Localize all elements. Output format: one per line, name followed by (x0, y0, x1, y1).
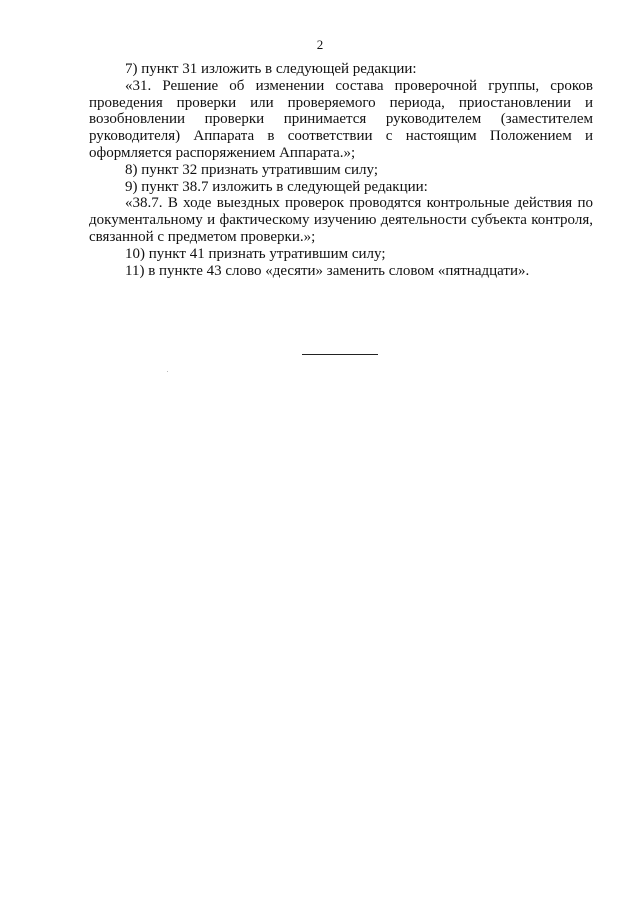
paragraph-item-8: 8) пункт 32 признать утратившим силу; (125, 161, 379, 178)
page-number: 2 (316, 37, 324, 52)
document-body (89, 61, 593, 279)
end-divider-line (302, 354, 378, 355)
paragraph-item-11: 11) в пункте 43 слово «десяти» заменить словом «пятнадцати». (125, 262, 530, 279)
paragraph-item-7: 7) пункт 31 изложить в следующей редакции: (125, 61, 417, 77)
scan-speck (167, 371, 168, 372)
paragraph-clause-31-text: «31. Решение об изменении состава проверочной группы, сроков проведения проверки или проверяемого периода, приостановлении и возобновлении проверки принимается руководителем (заместителем руководителя) Аппарата в соответствии с настоящим Положением и оформляется распоряжением Аппарата.»; (89, 77, 593, 161)
paragraph-item-10: 10) пункт 41 признать утратившим силу; (125, 245, 386, 262)
paragraph-item-9: 9) пункт 38.7 изложить в следующей редакции: (125, 178, 428, 195)
paragraph-clause-38-7-text: «38.7. В ходе выездных проверок проводятся контрольные действия по документальному и фактическому изучению деятельности субъекта контроля, связанной с предметом проверки.»; (89, 195, 593, 245)
